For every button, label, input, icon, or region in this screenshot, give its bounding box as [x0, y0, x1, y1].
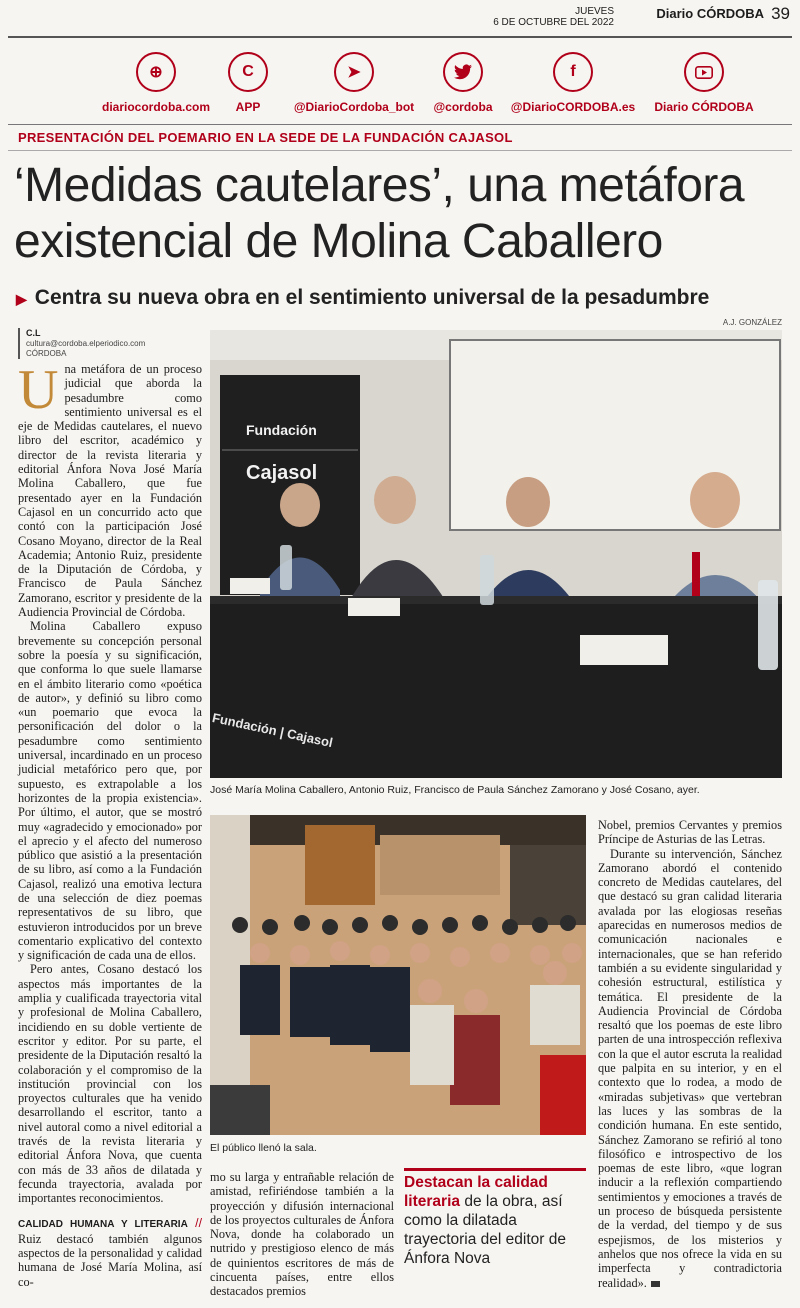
kicker-rule [8, 150, 792, 151]
cordoba-app-icon: C [228, 52, 268, 92]
social-label: APP [235, 100, 261, 114]
social-facebook [503, 52, 643, 114]
paragraph-text: na metáfora de un proceso judicial que aborda la pesadumbre como sentimiento universal es el eje de Medidas cautelares, el nuevo libro del escritor, académico y director de la revista literaria y editorial Ánfora Nova José María Molina Caballero, que fue presentado ayer en la Fundación Cajasol en un concurrido acto que contó con la participación José Cosano Moyano, director de la Real Academia; Antonio Ruiz, presidente de la Diputación de Córdoba, y Francisco de Paula Sánchez Zamorano, escritor y presidente de la Audiencia Provincial de Córdoba. [18, 362, 202, 620]
paragraph: Nobel, premios Cervantes y premios Príncipe de Asturias de las Letras. [598, 818, 782, 847]
paragraph: mo su larga y entrañable relación de amistad, refiriéndose también a la proyección y difusión internacional de los proyectos culturales de Ánfora Nova, donde ha colaborado un nutrido y prestigioso elenco de más de quinientos escritores de más de cincuenta países, entre ellos destacados premios [210, 1170, 394, 1299]
pull-quote-rest: de la obra, así como la dilatada trayectoria del editor de Ánfora Nova [404, 1193, 566, 1267]
photo2-caption: El público llenó la sala. [210, 1142, 317, 1154]
paragraph: Molina Caballero expuso brevemente su concepción personal sobre la poesía y su significación, que conforma lo que suele llamarse en el ámbito literario como «poética de autor», y definió su libro como «un poemario que evoca la personificación del dolor o la pesadumbre como sentimiento universal, incardinado en un proceso judicial metafórico pero que, por supuesto, es extrapolable a los horizontes de la propia existencia». Por último, el autor, que se mostró muy «agradecido y emocionado» por el aprecio y el afecto del numeroso público que asistió a la presentación de su libro, así como a la Fundación Cajasol, realizó una emotiva lectura de una selección de diez poemas representativos de su libro, que estuvieron introducidos por un breve comentario explicativo del contexto y significación de cada una de ellos. [18, 619, 202, 963]
youtube-icon [684, 52, 724, 92]
pull-quote [404, 1168, 586, 1268]
paragraph: Pero antes, Cosano destacó los aspectos más importantes de la amplia y cualificada trayectoria vital y profesional de Molina Caballero, incidiendo en su doble vertiente de escritor y editor. Por su parte, el presidente de la Diputación resaltó la colaboración y el compromiso de la institución provincial con los proyectos culturales que ha venido desarrollando el escritor, tanto a nivel autoral como a nivel editorial a través de la revista literaria y editorial Ánfora Nova, que cuenta con más de 33 años de dilatada y fecunda trayectoria, avalada por importantes reconocimientos. [18, 962, 202, 1206]
banner-text-bottom: Cajasol [246, 462, 318, 484]
article-column-1 [18, 359, 202, 1289]
weekday: JUEVES [575, 6, 614, 17]
end-mark [651, 1281, 660, 1287]
social-label: @DiarioCORDOBA.es [510, 100, 636, 114]
headline [14, 158, 794, 270]
telegram-icon: ➤ [334, 52, 374, 92]
table-brand-text: Fundación | Cajasol [210, 710, 335, 751]
paragraph [18, 359, 202, 620]
banner-text-top: Fundación [246, 422, 317, 438]
article-column-3 [598, 818, 782, 1290]
social-youtube [634, 52, 774, 114]
pull-quote-rule [404, 1168, 586, 1171]
header-rule [8, 36, 792, 38]
subhead-text: Centra su nueva obra en el sentimiento universal de la pesadumbre [34, 286, 710, 309]
triangle-bullet-icon: ▶ [16, 291, 27, 307]
kicker: PRESENTACIÓN DEL POEMARIO EN LA SEDE DE LA FUNDACIÓN CAJASOL [18, 130, 513, 145]
photo-audience [210, 815, 586, 1135]
social-label: @cordoba [433, 100, 493, 114]
byline-email: cultura@cordoba.elperiodico.com [26, 339, 146, 348]
twitter-icon [443, 52, 483, 92]
pull-quote-text [404, 1173, 586, 1268]
social-label: diariocordoba.com [101, 100, 211, 114]
byline-name: C.L [26, 328, 41, 338]
subhead [16, 286, 709, 310]
facebook-icon: f [553, 52, 593, 92]
headline-line: existencial de Molina Caballero [14, 215, 663, 268]
paragraph [18, 1216, 202, 1289]
social-label: @DiarioCordoba_bot [293, 100, 415, 114]
byline-place: CÓRDOBA [26, 349, 67, 358]
article-column-2 [210, 1170, 394, 1299]
paragraph-text: Ruiz destacó también algunos aspectos de la personalidad y calidad humana de José María Molina, así co- [18, 1231, 202, 1289]
photo1-caption: José María Molina Caballero, Antonio Ruiz, Francisco de Paula Sánchez Zamorano y José Cosano, ayer. [210, 784, 700, 796]
photo-press-table [210, 330, 782, 778]
social-rule [8, 124, 792, 125]
social-label: Diario CÓRDOBA [654, 100, 754, 114]
masthead-brand: Diario CÓRDOBA [656, 6, 764, 21]
globe-icon: ⊕ [136, 52, 176, 92]
issue-date [493, 6, 614, 28]
section-separator: // [195, 1215, 202, 1230]
drop-cap: U [18, 359, 59, 421]
page-number: 39 [771, 4, 790, 23]
photo-credit: A.J. GONZÁLEZ [722, 318, 782, 327]
headline-line: ‘Medidas cautelares’, una metáfora [14, 159, 745, 212]
byline [18, 328, 211, 359]
pull-quote-highlight: Destacan la calidad literaria [404, 1174, 548, 1210]
section-label: CALIDAD HUMANA Y LITERARIA [18, 1218, 188, 1230]
date: 6 DE OCTUBRE DEL 2022 [493, 17, 614, 28]
paragraph [598, 847, 782, 1290]
paragraph-text: Durante su intervención, Sánchez Zamorano abordó el contenido concreto de Medidas cautelares, del que destacó su gran calidad literaria avalada por las elogiosas reseñas aparecidas en numerosos medios de comunicación nacionales e internacionales, que se han referido también a su evidente singularidad y cohesión estructural, estilística y temática. El presidente de la Audiencia Provincial de Córdoba resaltó que los poemas de este libro parten de una introspección reflexiva con la que el autor escruta la realidad que palpita en su interior, y en el contexto que lo rodea, a modo de «miradas subjetivas» que vertebran las luces y las sombras de la condición humana. En este sentido, Sánchez Zamorano se refirió al tono filosófico e introspectivo de los poemas de este libro, «que logran inducir a la reflexión compartiendo sentimientos y emociones a través de un proceso de búsqueda persistente de la verdad, del tiempo y de sus espejismos, de los misterios y anhelos que nos ofrece la vida en su imperfecta y contradictoria realidad». [598, 846, 782, 1290]
